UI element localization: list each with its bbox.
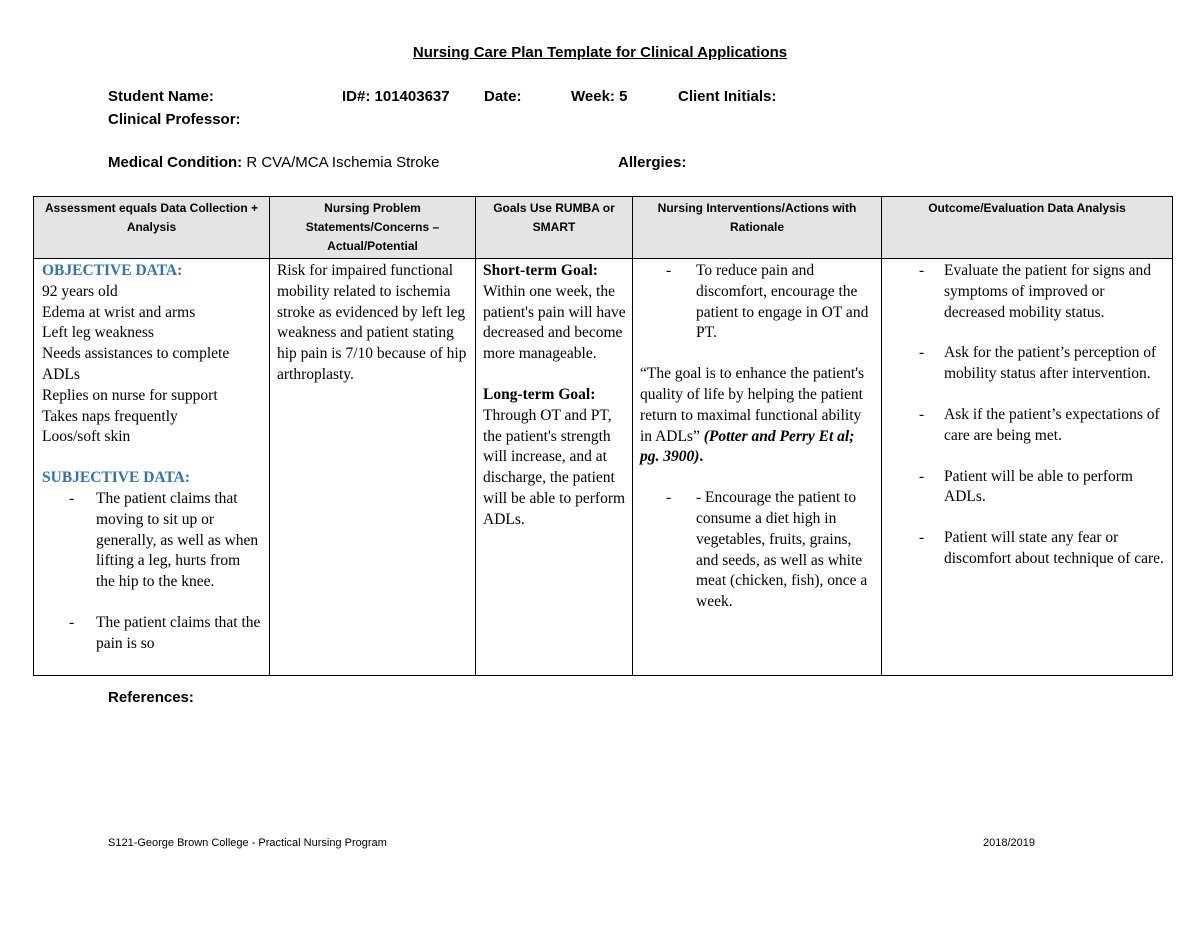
outcome-item: - Ask for the patient’s perception of mobility status after intervention. xyxy=(889,343,1166,385)
allergies-label: Allergies: xyxy=(618,154,687,171)
intervention-item: - - Encourage the patient to consume a diet high in vegetables, fruits, grains, and seeds, as well as white meat (chicken, fish), once a week. xyxy=(640,488,875,613)
problem-cell xyxy=(270,259,476,676)
date-label: Date: xyxy=(484,88,522,105)
id-value: 101403637 xyxy=(374,88,450,105)
footer-right: 2018/2019 xyxy=(983,837,1035,849)
subjective-heading: SUBJECTIVE DATA: xyxy=(42,469,190,487)
student-id xyxy=(342,88,450,105)
id-label: ID#: xyxy=(342,88,371,105)
outcome-item: - Patient will be able to perform ADLs. xyxy=(889,467,1166,509)
header-interventions: Nursing Interventions/Actions with Rationale xyxy=(633,197,882,259)
interventions-list xyxy=(640,261,875,344)
footer-left: S121-George Brown College - Practical Nursing Program xyxy=(108,837,387,849)
short-term-goal-text: Within one week, the patient's pain will have decreased and become more manageable. xyxy=(483,282,626,363)
subjective-item: - The patient claims that moving to sit up or generally, as well as when lifting a leg, hurts from the hip to the knee. xyxy=(42,489,263,593)
problem-statement: Risk for impaired functional mobility related to ischemia stroke as evidenced by left leg weakness and patient stating hip pain is 7/10 because of hip arthroplasty. xyxy=(277,262,467,383)
outcome-item: - Evaluate the patient for signs and symptoms of improved or decreased mobility status. xyxy=(889,261,1166,323)
references-label: References: xyxy=(108,689,194,706)
header-assessment: Assessment equals Data Collection + Analysis xyxy=(34,197,270,259)
rationale xyxy=(640,364,875,468)
rationale-end: . xyxy=(699,448,704,466)
outcome-item: - Patient will state any fear or discomfort about technique of care. xyxy=(889,528,1166,570)
objective-item: Needs assistances to complete ADLs xyxy=(42,345,230,383)
client-initials-label: Client Initials: xyxy=(678,88,777,105)
table-row xyxy=(34,259,1173,676)
interventions-list-2 xyxy=(640,488,875,613)
header-outcomes: Outcome/Evaluation Data Analysis xyxy=(882,197,1173,259)
table-header-row xyxy=(34,197,1173,259)
outcome-item: - Ask if the patient’s expectations of care are being met. xyxy=(889,405,1166,447)
objective-item: Edema at wrist and arms xyxy=(42,303,196,321)
interventions-cell xyxy=(633,259,882,676)
assessment-cell xyxy=(34,259,270,676)
rationale-text: “The goal is to enhance the patient's quality of life by helping the patient return to maximal functional ability in ADLs” xyxy=(640,365,865,445)
medical-condition xyxy=(108,154,439,171)
care-plan-table xyxy=(33,196,1173,676)
objective-item: Left leg weakness xyxy=(42,324,154,342)
intervention-item: - To reduce pain and discomfort, encourage the patient to engage in OT and PT. xyxy=(640,261,875,344)
medical-condition-value: R CVA/MCA Ischemia Stroke xyxy=(246,154,440,171)
document-title: Nursing Care Plan Template for Clinical Applications xyxy=(412,44,788,61)
objective-item: Loos/soft skin xyxy=(42,428,131,446)
objective-item: Takes naps frequently xyxy=(42,407,178,425)
objective-item: 92 years old xyxy=(42,282,118,300)
medical-condition-label: Medical Condition: xyxy=(108,154,243,171)
header-goals: Goals Use RUMBA or SMART xyxy=(476,197,633,259)
goals-cell xyxy=(476,259,633,676)
long-term-goal-label: Long-term Goal: xyxy=(483,385,596,403)
short-term-goal-label: Short-term Goal: xyxy=(483,262,598,279)
long-term-goal-text: Through OT and PT, the patient's strength will increase, and at discharge, the patient will be able to perform ADLs. xyxy=(483,406,626,528)
week-label: Week: xyxy=(571,88,615,105)
header-problem: Nursing Problem Statements/Concerns – Actual/Potential xyxy=(270,197,476,259)
outcomes-list xyxy=(889,261,1166,570)
objective-heading: OBJECTIVE DATA: xyxy=(42,262,183,279)
rationale-citation: (Potter and Perry Et al; pg. 3900) xyxy=(640,427,855,466)
objective-item: Replies on nurse for support xyxy=(42,386,218,404)
clinical-professor-label: Clinical Professor: xyxy=(108,111,241,128)
subjective-item: - The patient claims that the pain is so xyxy=(42,613,263,655)
student-name-label: Student Name: xyxy=(108,88,214,105)
week-value: 5 xyxy=(619,88,628,105)
subjective-list xyxy=(42,489,263,655)
outcomes-cell xyxy=(882,259,1173,676)
week xyxy=(571,88,627,105)
